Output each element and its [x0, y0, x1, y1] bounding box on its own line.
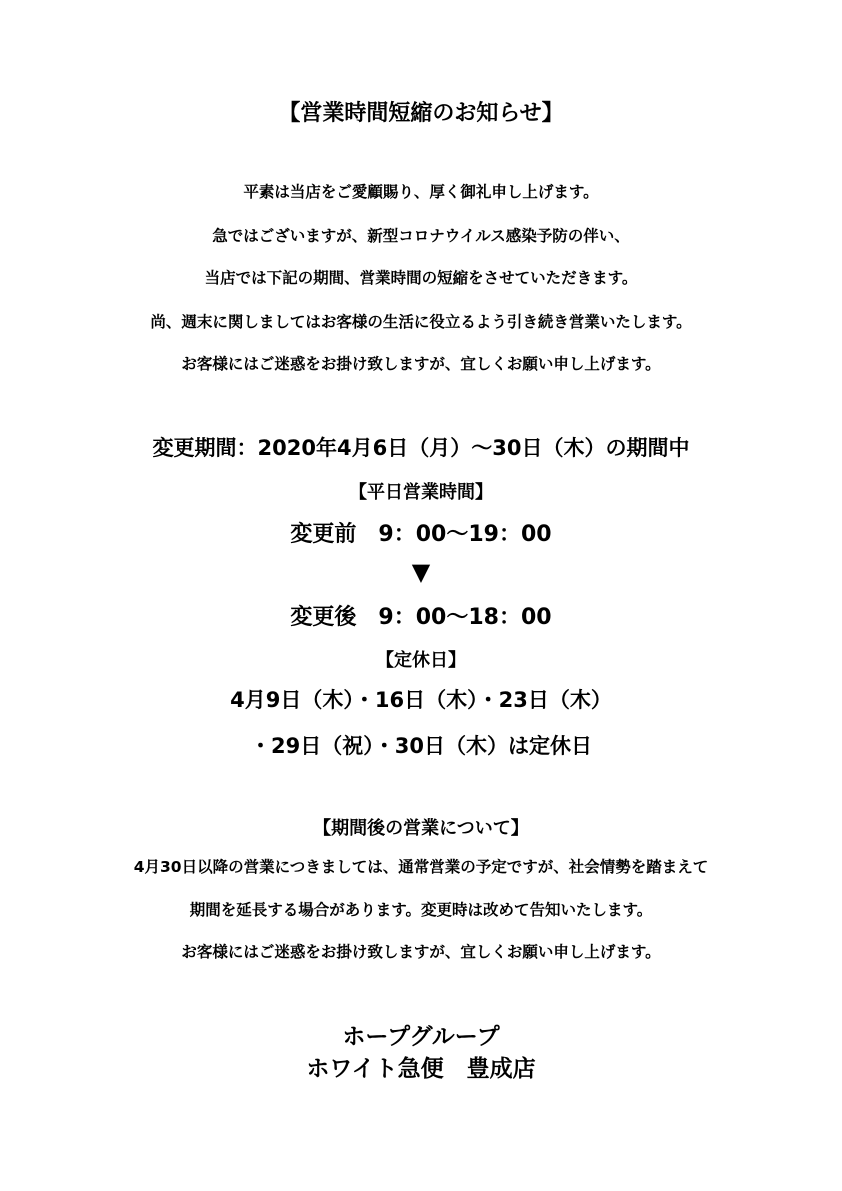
notice-title: 【営業時間短縮のお知らせ】: [278, 101, 564, 126]
hours-before: 変更前 9：00～19：00: [290, 522, 552, 547]
holiday-heading: 【定休日】: [376, 650, 466, 671]
signature-group: ホープグループ: [342, 1024, 500, 1050]
intro-line-1: 平素は当店をご愛顧賜り、厚く御礼申し上げます。: [243, 183, 599, 201]
intro-line-4: 尚、週末に関しましてはお客様の生活に役立るよう引き続き営業いたします。: [150, 313, 692, 331]
after-period-line-2: 期間を延長する場合があります。変更時は改めて告知いたします。: [189, 901, 653, 919]
change-period: 変更期間：2020年4月6日（月）～30日（木）の期間中: [152, 436, 690, 460]
hours-after: 変更後 9：00～18：00: [290, 605, 552, 630]
down-arrow-icon: ▼: [411, 558, 431, 586]
weekday-hours-heading: 【平日営業時間】: [349, 482, 493, 503]
intro-line-2: 急ではございますが、新型コロナウイルス感染予防の伴い、: [212, 227, 630, 245]
after-period-heading: 【期間後の営業について】: [313, 818, 529, 839]
holiday-line-2: ・29日（祝）・30日（木）は定休日: [250, 734, 592, 758]
intro-line-3: 当店では下記の期間、営業時間の短縮をさせていただきます。: [204, 269, 638, 287]
intro-line-5: お客様にはご迷惑をお掛け致しますが、宜しくお願い申し上げます。: [181, 355, 661, 373]
signature-store: ホワイト急便 豊成店: [306, 1056, 536, 1082]
holiday-line-1: 4月9日（木）・16日（木）・23日（木）: [230, 688, 612, 712]
after-period-line-1: 4月30日以降の営業につきましては、通常営業の予定ですが、社会情勢を踏まえて: [133, 858, 709, 876]
after-period-line-3: お客様にはご迷惑をお掛け致しますが、宜しくお願い申し上げます。: [181, 943, 661, 961]
